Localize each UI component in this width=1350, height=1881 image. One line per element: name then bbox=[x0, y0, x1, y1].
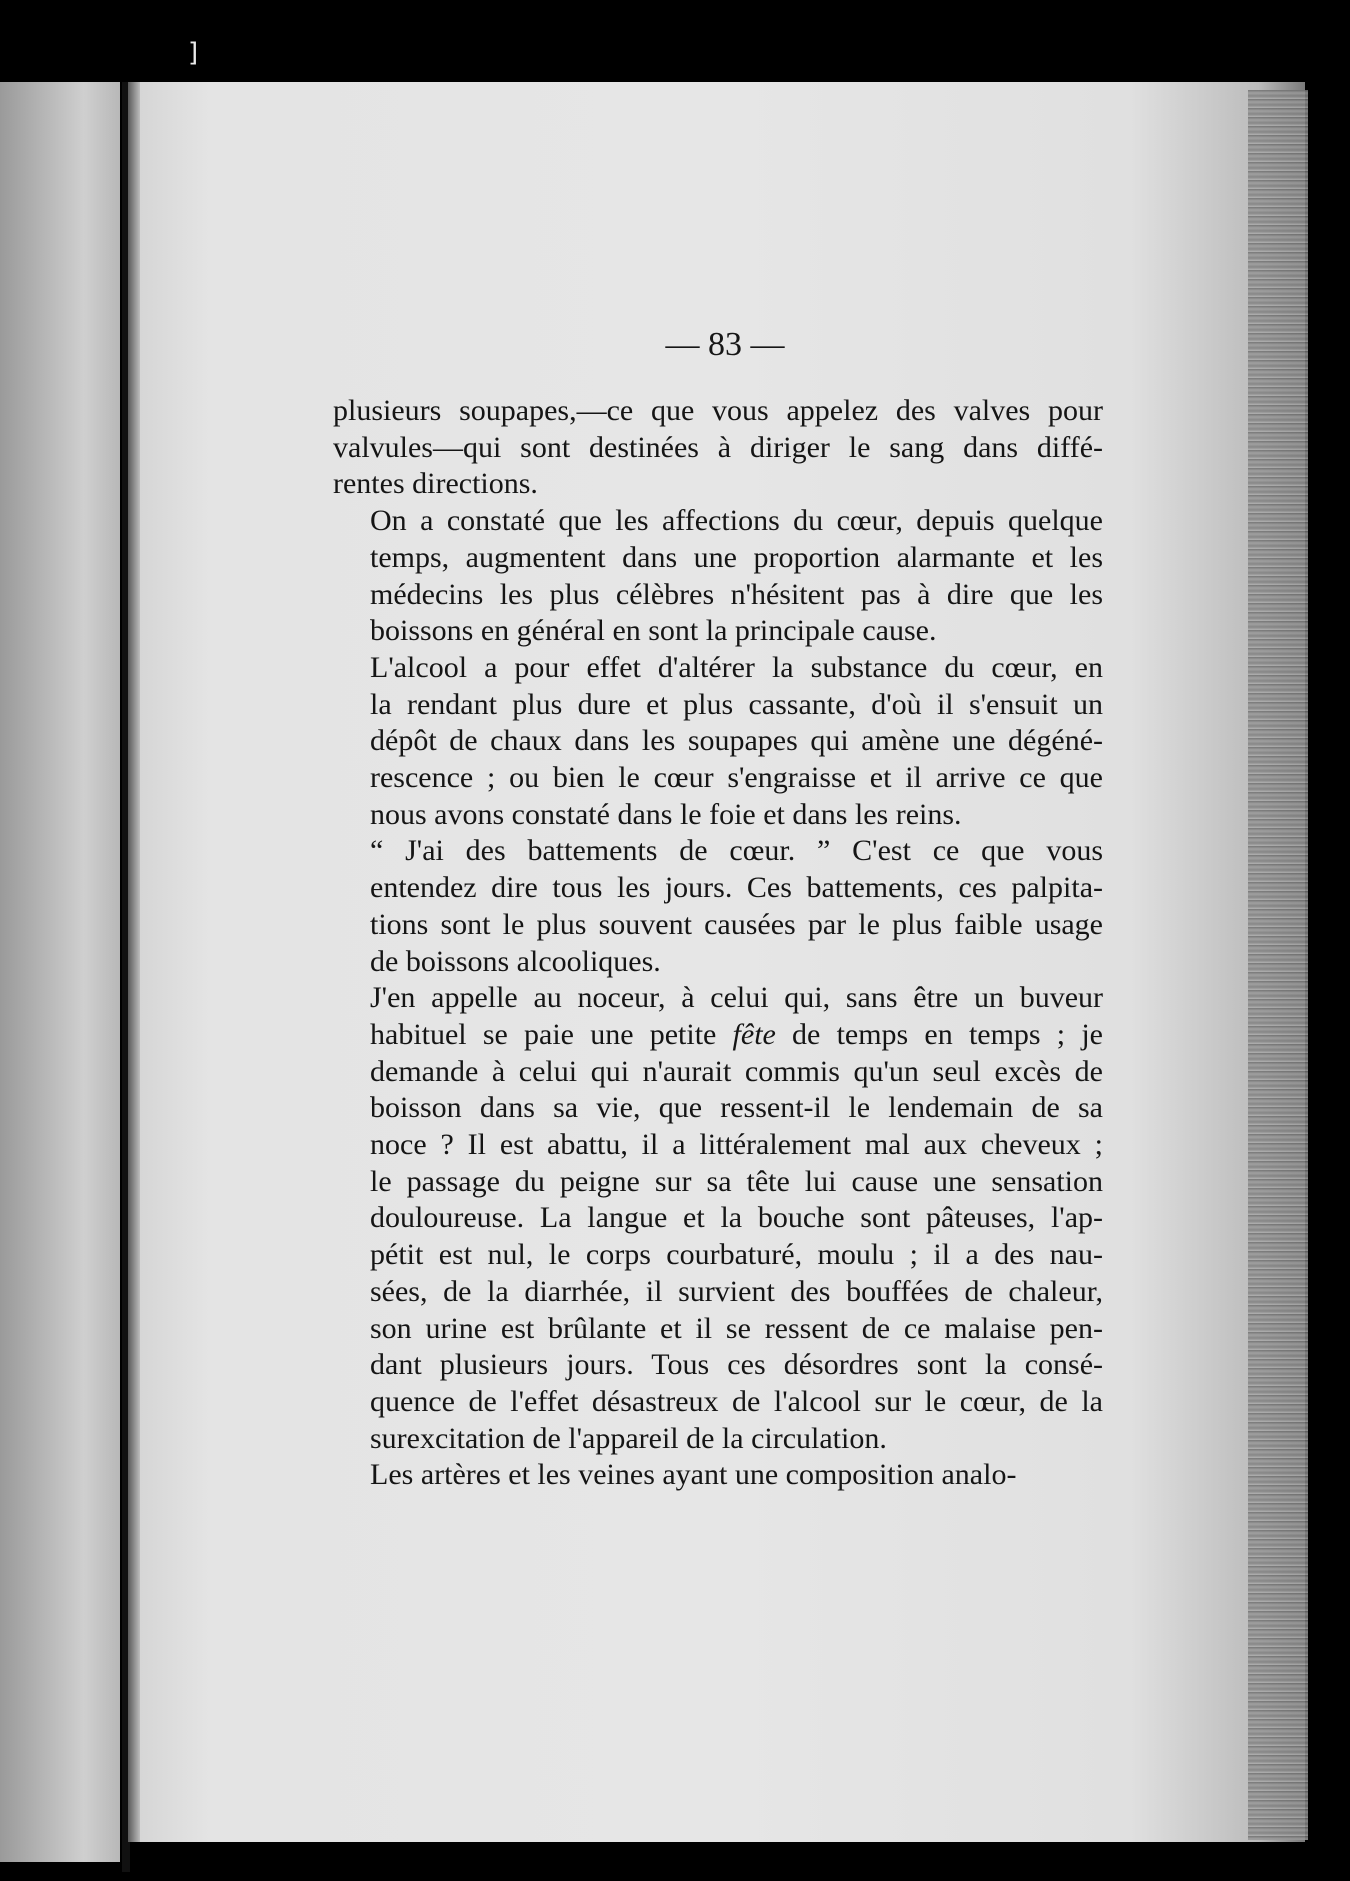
paragraph bbox=[333, 650, 1103, 834]
text-line: surexcitation de l'appareil de la circulation. bbox=[370, 1421, 887, 1455]
body-text bbox=[333, 393, 1103, 1494]
text-line: rescence ; ou bien le cœur s'engraisse et il arrive ce que bbox=[370, 761, 1103, 795]
scan-corner-mark: ] bbox=[188, 38, 199, 68]
page-edge bbox=[128, 82, 140, 1842]
text-line: la rendant plus dure et plus cassante, d'où il s'ensuit un bbox=[370, 687, 1103, 721]
text-line: demande à celui qui n'aurait commis qu'un seul excès de bbox=[370, 1054, 1103, 1088]
text-line: L'alcool a pour effet d'altérer la substance du cœur, en bbox=[370, 650, 1103, 684]
text-line: plusieurs soupapes,—ce que vous appelez des valves pour bbox=[333, 394, 1103, 427]
paragraph bbox=[333, 833, 1103, 980]
page-number: — 83 — bbox=[665, 326, 785, 363]
text-line: son urine est brûlante et il se ressent de ce malaise pen- bbox=[370, 1311, 1103, 1345]
text-line: douloureuse. La langue et la bouche sont pâteuses, l'ap- bbox=[370, 1201, 1103, 1235]
paragraph bbox=[333, 393, 1103, 503]
text-line: J'en appelle au noceur, à celui qui, sans être un buveur bbox=[370, 981, 1103, 1015]
page-right-edge-shadow bbox=[1248, 90, 1308, 1840]
text-line: habituel se paie une petite fête de temps en temps ; je bbox=[370, 1017, 1103, 1051]
text-line: quence de l'effet désastreux de l'alcool sur le cœur, de la bbox=[370, 1384, 1103, 1418]
text-line: temps, augmentent dans une proportion alarmante et les bbox=[370, 540, 1103, 574]
text-line: de boissons alcooliques. bbox=[370, 944, 661, 978]
text-line: sées, de la diarrhée, il survient des bouffées de chaleur, bbox=[370, 1274, 1103, 1308]
paragraph bbox=[333, 1457, 1103, 1494]
text-line: le passage du peigne sur sa tête lui cause une sensation bbox=[370, 1164, 1103, 1198]
facing-page-margin bbox=[0, 82, 120, 1862]
text-line: dépôt de chaux dans les soupapes qui amène une dégéné- bbox=[370, 724, 1103, 758]
text-line: noce ? Il est abattu, il a littéralement mal aux cheveux ; bbox=[370, 1128, 1103, 1162]
text-line: tions sont le plus souvent causées par le plus faible usage bbox=[370, 907, 1103, 941]
text-line: dant plusieurs jours. Tous ces désordres sont la consé- bbox=[370, 1348, 1103, 1382]
text-line: “ J'ai des battements de cœur. ” C'est ce que vous bbox=[370, 834, 1103, 868]
text-line: Les artères et les veines ayant une composition analo- bbox=[370, 1458, 1017, 1492]
text-line: boisson dans sa vie, que ressent-il le lendemain de sa bbox=[370, 1091, 1103, 1125]
text-line: valvules—qui sont destinées à diriger le sang dans diffé- bbox=[333, 430, 1103, 464]
text-line: rentes directions. bbox=[333, 467, 538, 501]
text-line: boissons en général en sont la principale cause. bbox=[370, 614, 937, 648]
paragraph bbox=[333, 503, 1103, 650]
text-line: nous avons constaté dans le foie et dans les reins. bbox=[370, 797, 962, 831]
text-line: médecins les plus célèbres n'hésitent pas à dire que les bbox=[370, 577, 1103, 611]
text-line: On a constaté que les affections du cœur, depuis quelque bbox=[370, 504, 1103, 538]
paragraph bbox=[333, 980, 1103, 1457]
text-line: entendez dire tous les jours. Ces battements, ces palpita- bbox=[370, 871, 1103, 905]
text-line: pétit est nul, le corps courbaturé, moulu ; il a des nau- bbox=[370, 1238, 1103, 1272]
